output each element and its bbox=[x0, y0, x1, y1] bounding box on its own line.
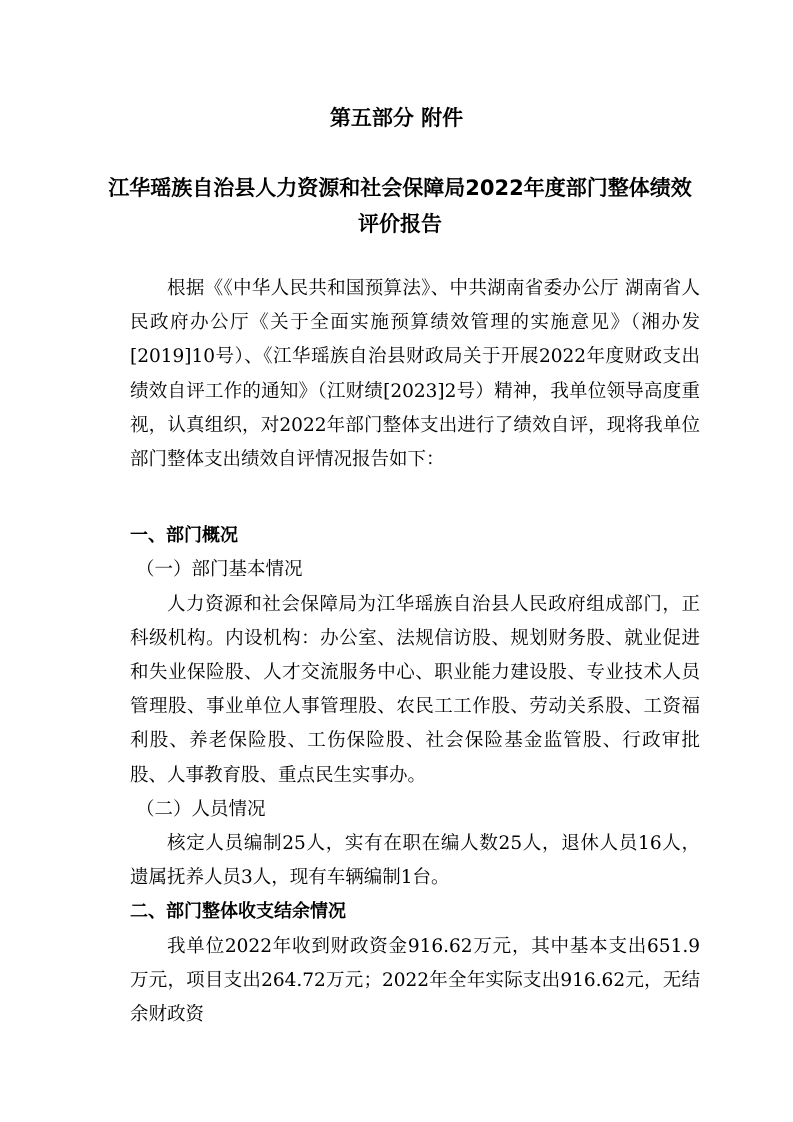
subheading-staff: （二）人员情况 bbox=[136, 798, 266, 820]
heading-department-overview: 一、部门概况 bbox=[130, 525, 238, 547]
document-title: 江华瑶族自治县人力资源和社会保障局2022年度部门整体绩效评价报告 bbox=[108, 176, 692, 236]
document-body bbox=[130, 272, 700, 1032]
paragraph-income-expense: 我单位2022年收到财政资金916.62万元，其中基本支出651.9万元，项目支出264.72万元；2022年全年实际支出916.62元，无结余财政资 bbox=[130, 935, 700, 1026]
section-spacer bbox=[130, 477, 700, 519]
paragraph-staff: 核定人员编制25人，实有在职在编人数25人，退休人员16人，遗属抚养人员3人，现有车辆编制1台。 bbox=[130, 833, 700, 889]
heading-income-expense: 二、部门整体收支结余情况 bbox=[130, 901, 346, 923]
section-label: 第五部分 附件 bbox=[329, 106, 464, 130]
subheading-basic-info: （一）部门基本情况 bbox=[136, 559, 303, 581]
paragraph-basic-info: 人力资源和社会保障局为江华瑶族自治县人民政府组成部门，正科级机构。内设机构：办公室、法规信访股、规划财务股、就业促进和失业保险股、人才交流服务中心、职业能力建设股、专业技术人员管理股、事业单位人事管理股、农民工工作股、劳动关系股、工资福利股、养老保险股、工伤保险股、社会保险基金监管股、行政审批股、人事教育股、重点民生实事办。 bbox=[130, 593, 700, 786]
intro-paragraph: 根据《《中华人民共和国预算法》、中共湖南省委办公厅 湖南省人民政府办公厅《关于全面实施预算绩效管理的实施意见》（湘办发[2019]10号）、《江华瑶族自治县财政局关于开展2022年度财政支出绩效自评工作的通知》（江财绩[2023]2号）精神，我单位领导高度重视，认真组织，对2022年部门整体支出进行了绩效自评，现将我单位部门整体支出绩效自评情况报告如下： bbox=[130, 278, 700, 471]
